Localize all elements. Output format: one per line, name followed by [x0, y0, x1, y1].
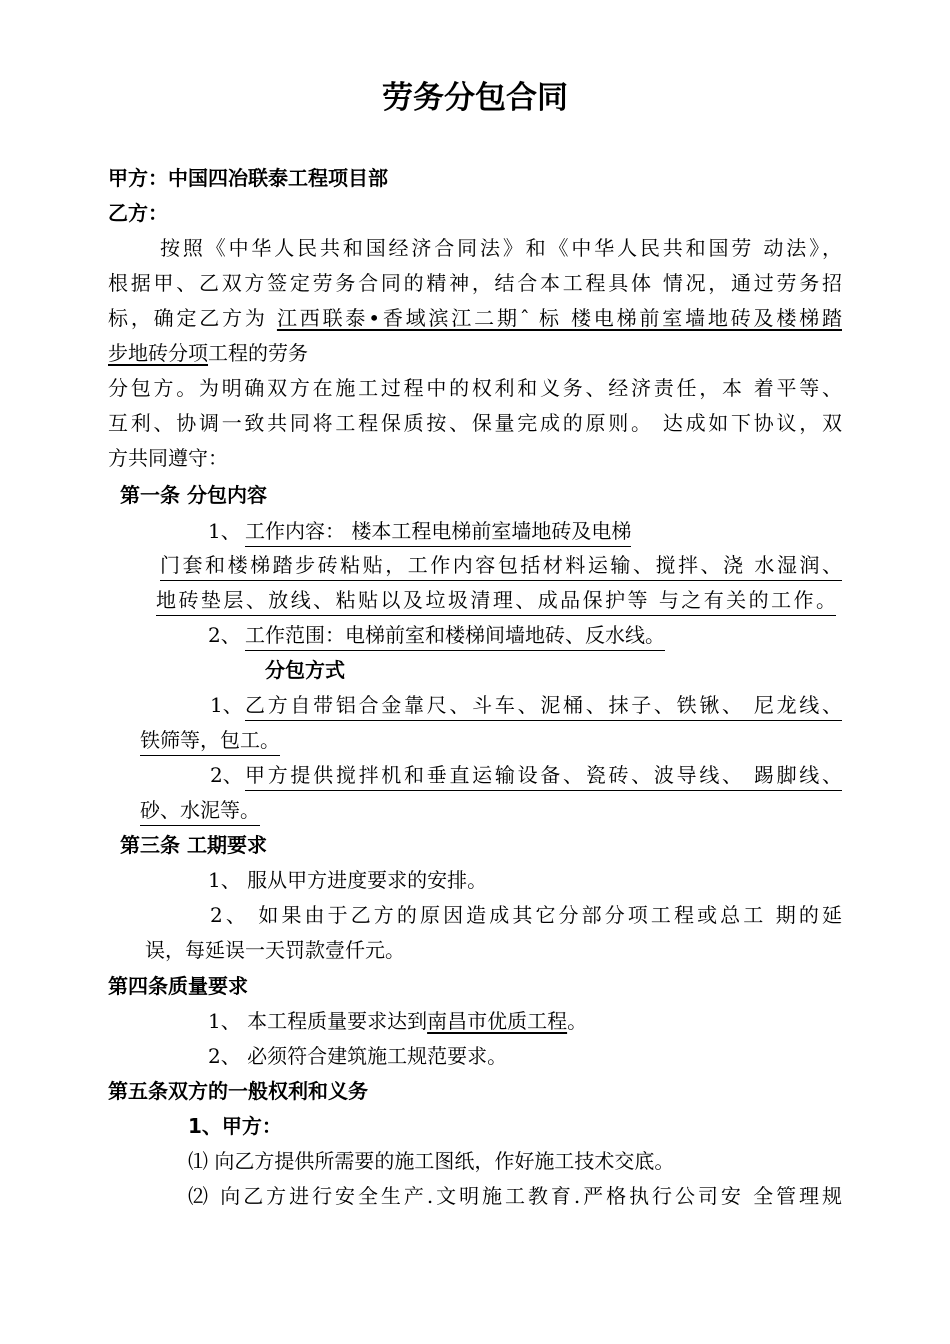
- article-3-heading: 第三条 工期要求: [120, 833, 267, 857]
- document-title: 劳务分包合同: [382, 80, 568, 116]
- intro-line-2: 根据甲、乙双方签定劳务合同的精神，结合本工程具体 情况，通过劳务招: [108, 271, 842, 295]
- quality-target: 南昌市优质工程: [427, 1009, 568, 1033]
- article-1-item-2-number: 2、: [208, 623, 241, 647]
- article-1-item-1-line-1: 工作内容： 楼本工程电梯前室墙地砖及电梯: [245, 518, 631, 547]
- article-5-clause-1: ⑴ 向乙方提供所需要的施工图纸，作好施工技术交底。: [188, 1149, 675, 1173]
- article-2-item-1-number: 1、: [210, 693, 243, 717]
- intro-line-1: 按照《中华人民共和国经济合同法》和《中华人民共和国劳 动法》，: [160, 236, 842, 260]
- intro-line-3: [108, 305, 842, 331]
- article-2-item-1-line-1: 乙方自带铝合金靠尺、斗车、泥桶、抹子、铁锹、 尼龙线、: [245, 692, 842, 721]
- intro-line-7: 方共同遵守：: [108, 446, 228, 470]
- intro-line-6: 互利、协调一致共同将工程保质按、保量完成的原则。 达成如下协议，双: [108, 411, 842, 435]
- intro-line-5: 分包方。为明确双方在施工过程中的权利和义务、经济责任，本 着平等、: [108, 376, 842, 400]
- party-b: 乙方：: [108, 201, 168, 225]
- article-1-item-1-line-3: 地砖垫层、放线、粘贴以及垃圾清理、成品保护等 与之有关的工作。: [156, 587, 836, 616]
- article-1-item-1-number: 1、: [208, 519, 241, 543]
- project-name: 江西联泰•香域滨江二期ˆ 标 楼电梯前室墙地砖及楼梯踏: [276, 306, 842, 330]
- article-5-party-a-subheading: 1、甲方：: [188, 1114, 282, 1138]
- article-4-item-1-end: 。: [567, 1009, 588, 1033]
- intro-line-3-text: 标，确定乙方为: [108, 306, 277, 330]
- article-5-clause-2: ⑵ 向乙方进行安全生产.文明施工教育.严格执行公司安 全管理规: [188, 1184, 842, 1208]
- article-1-item-1-line-2: 门套和楼梯踏步砖粘贴，工作内容包括材料运输、搅拌、浇 水湿润、: [160, 552, 842, 581]
- article-3-item-1: 1、 服从甲方进度要求的安排。: [208, 868, 488, 892]
- article-3-item-2-line-1: 2、 如果由于乙方的原因造成其它分部分项工程或总工 期的延: [210, 903, 842, 927]
- article-4-heading: 第四条质量要求: [108, 974, 248, 998]
- project-scope: 步地砖分项: [108, 341, 208, 365]
- article-1-heading: 第一条 分包内容: [120, 483, 267, 507]
- article-4-item-1-text: 1、 本工程质量要求达到: [208, 1009, 428, 1033]
- intro-line-4-text: 工程的劳务: [208, 341, 308, 365]
- article-2-item-1-line-2: 铁筛等，包工。: [140, 727, 280, 756]
- article-3-item-2-line-2: 误，每延误一天罚款壹仟元。: [145, 938, 405, 962]
- article-2-item-2-line-1: 甲方提供搅拌机和垂直运输设备、瓷砖、波导线、 踢脚线、: [245, 762, 842, 791]
- article-5-heading: 第五条双方的一般权利和义务: [108, 1079, 368, 1103]
- intro-line-4: [108, 340, 308, 366]
- article-2-heading: 分包方式: [265, 658, 345, 682]
- article-2-item-2-line-2: 砂、水泥等。: [140, 797, 260, 826]
- party-a: 甲方：中国四冶联泰工程项目部: [108, 166, 388, 190]
- article-2-item-2-number: 2、: [210, 763, 243, 787]
- article-4-item-2: 2、 必须符合建筑施工规范要求。: [208, 1044, 508, 1068]
- article-1-item-2-line-1: 工作范围：电梯前室和楼梯间墙地砖、反水线。: [245, 622, 665, 651]
- article-4-item-1: [208, 1008, 587, 1034]
